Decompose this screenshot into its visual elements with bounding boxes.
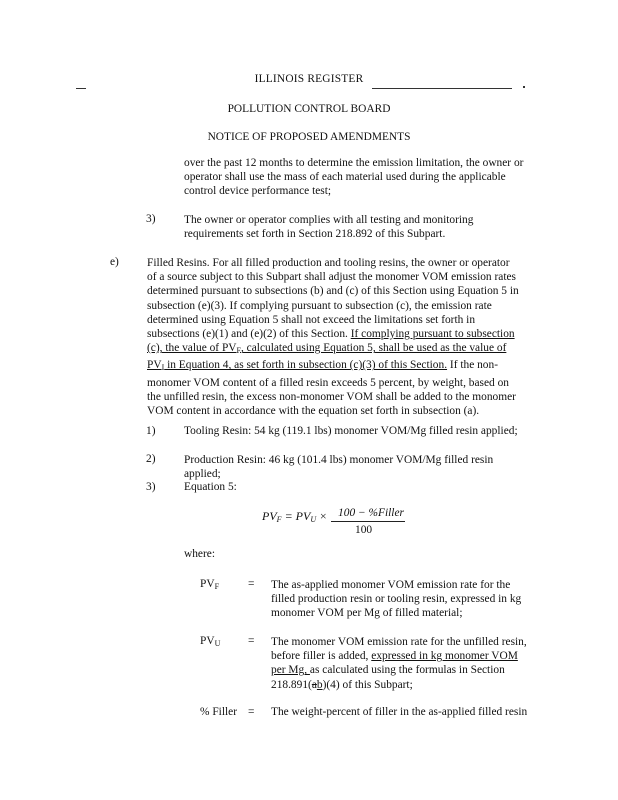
def-1-line: The as-applied monomer VOM emission rate for the <box>271 579 511 591</box>
text-run: )(4) of this Subpart; <box>322 678 413 691</box>
header-rule-right <box>372 88 512 89</box>
def-2-line <box>271 678 527 692</box>
def-1-line: monomer VOM per Mg of filled material; <box>271 607 463 620</box>
fraction-bar <box>331 521 405 522</box>
section-e-line: the unfilled resin, the excess non-monomer VOM shall be added to the monomer <box>147 390 516 403</box>
def-3-term: % Filler <box>200 706 238 718</box>
section-e-line: determined using Equation 5 shall not exceed the limitations set forth in <box>147 313 476 326</box>
inserted-text: b <box>316 678 323 691</box>
sub-item-1-text: Tooling Resin: 54 kg (119.1 lbs) monomer VOM/Mg filled resin applied; <box>184 425 518 437</box>
inserted-text: expressed in kg monomer VOM <box>371 650 518 663</box>
sub-item-2-number: 2) <box>146 453 156 465</box>
subscript: I <box>161 363 165 373</box>
times-sign: × <box>316 509 328 523</box>
board-title: POLLUTION CONTROL BOARD <box>227 103 391 115</box>
section-e-label: e) <box>110 256 119 268</box>
text-run: (c), the value of PV <box>147 342 237 355</box>
subscript: F <box>276 515 282 524</box>
section-e-line <box>147 358 519 375</box>
header-rule-left <box>76 88 86 89</box>
subscript: U <box>310 515 317 524</box>
sub-item-2-line: Production Resin: 46 kg (101.4 lbs) monomer VOM/Mg filled resin <box>184 454 494 466</box>
inserted-text: If complying pursuant to subsection <box>350 328 515 341</box>
equation-lhs <box>262 509 327 524</box>
text-run: 218.891( <box>271 678 312 691</box>
register-title: ILLINOIS REGISTER <box>254 73 364 85</box>
def-2-line <box>271 649 527 663</box>
term-text: PV <box>200 578 215 590</box>
def-2-equals: = <box>248 635 255 647</box>
subscript: U <box>214 639 221 648</box>
equation-term: PV <box>262 509 277 523</box>
continuation-line: operator shall use the mass of each material used during the applicable <box>184 171 506 184</box>
subscript: F <box>236 346 241 356</box>
deleted-text: a <box>311 678 317 691</box>
def-2-line: The monomer VOM emission rate for the unfilled resin, <box>271 636 527 648</box>
continuation-line: over the past 12 months to determine the emission limitation, the owner or <box>184 157 524 169</box>
continuation-paragraph <box>184 156 523 199</box>
section-e-line: determined pursuant to subsections (b) and (c) of this Section using Equation 5 in <box>147 285 519 298</box>
text-run: in Equation 4, as set forth in subsection (c)(3) of this Section. <box>164 359 448 372</box>
section-e-line: VOM content in accordance with the equation set forth in subsection (a). <box>147 405 480 418</box>
equation-numerator: 100 − %Filler <box>338 507 404 519</box>
sub-item-2-text <box>184 453 493 481</box>
def-1-line: filled production resin or tooling resin, expressed in kg <box>271 593 522 606</box>
def-1-term <box>200 578 219 591</box>
def-3-equals: = <box>248 706 255 718</box>
item-3-number: 3) <box>146 213 156 225</box>
text-run: subsections (e)(1) and (e)(2) of this Section. <box>147 328 351 341</box>
subscript: F <box>214 582 220 591</box>
section-e-line: subsection (e)(3). If complying pursuant to subsection (c), the emission rate <box>147 299 492 312</box>
section-e-line: of a source subject to this Subpart shall adjust the monomer VOM emission rates <box>147 271 516 284</box>
section-e-line <box>147 341 519 358</box>
section-e-paragraph <box>147 256 519 418</box>
notice-title: NOTICE OF PROPOSED AMENDMENTS <box>207 131 411 143</box>
item-3-line: requirements set forth in Section 218.892 of this Subpart. <box>184 228 446 241</box>
sub-item-1-number: 1) <box>146 425 156 437</box>
section-e-line: monomer VOM content of a filled resin exceeds 5 percent, by weight, based on <box>147 376 509 389</box>
def-1-text <box>271 578 521 621</box>
text-run: before filler is added, <box>271 650 372 663</box>
where-label: where: <box>184 548 215 560</box>
continuation-line: control device performance test; <box>184 185 332 198</box>
equation-term: = PV <box>281 509 311 523</box>
sub-item-2-line: applied; <box>184 468 221 481</box>
inserted-text <box>147 342 506 354</box>
text-run: If the non- <box>447 359 498 372</box>
item-3-line: The owner or operator complies with all testing and monitoring <box>184 214 474 226</box>
inserted-text: per Mg, <box>271 664 310 677</box>
sub-item-3-number: 3) <box>146 481 156 493</box>
def-2-line <box>271 663 527 677</box>
def-1-equals: = <box>248 578 255 590</box>
term-text: PV <box>200 635 215 647</box>
section-e-line: Filled Resins. For all filled production and tooling resins, the owner or operator <box>147 257 510 269</box>
def-2-text <box>271 635 527 692</box>
inserted-text <box>147 359 447 371</box>
text-run: as calculated using the formulas in Section <box>309 664 505 677</box>
item-3-text <box>184 213 473 241</box>
def-2-term <box>200 635 220 648</box>
equation-denominator: 100 <box>355 524 373 536</box>
sub-item-3-text: Equation 5: <box>184 481 237 493</box>
text-run: , calculated using Equation 5, shall be used as the value of <box>240 342 507 355</box>
text-run: PV <box>147 359 162 372</box>
header-dot <box>523 86 525 88</box>
section-e-line <box>147 327 519 341</box>
def-3-text: The weight-percent of filler in the as-applied filled resin <box>271 706 528 718</box>
